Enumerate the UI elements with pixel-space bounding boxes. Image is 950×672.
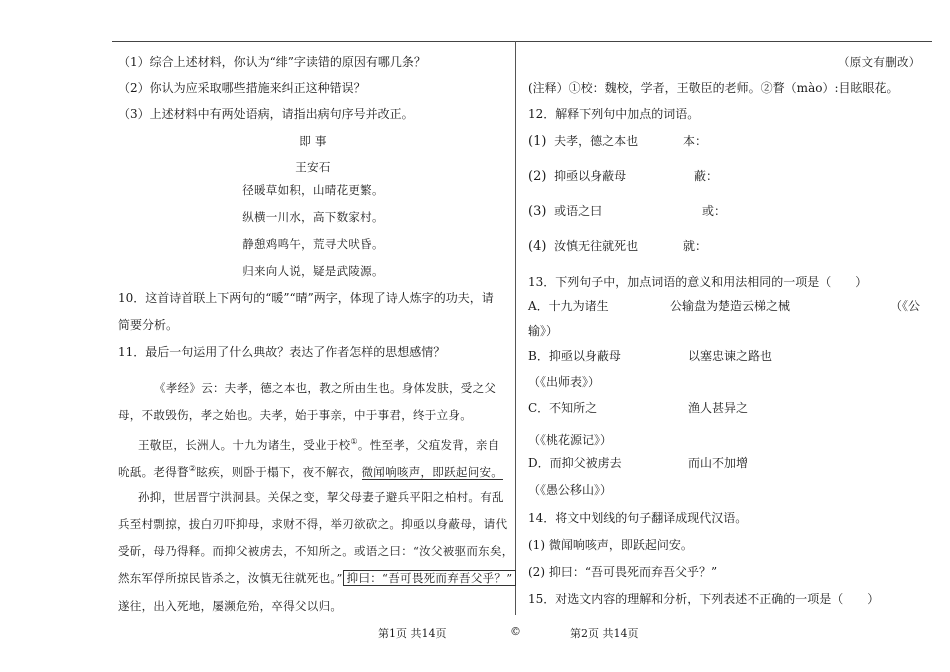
- q13-option-d[interactable]: D．而抑父被虏去 而山不加增: [528, 456, 749, 470]
- boxed-sentence-2: 抑曰：“吾可畏死而弃吾父乎？”: [343, 570, 517, 586]
- passage-p3-line-5: 遂往，出入死地，屡濒危殆，卒得父以归。: [118, 599, 343, 613]
- footer-right-page: 第2页 共14页: [570, 627, 639, 640]
- poem-line-1: 径暖草如积，山晴花更繁。: [242, 183, 384, 197]
- q13-option-c[interactable]: C．不知所之 渔人甚异之: [528, 401, 749, 415]
- q14-item-1: (1) 微闻响咳声，即跃起问安。: [528, 538, 693, 552]
- question-15: 15．对选文内容的理解和分析，下列表述不正确的一项是（ ）: [528, 592, 880, 606]
- copyright-icon: ©: [510, 625, 521, 638]
- poem-line-4: 归来向人说，疑是武陵源。: [242, 264, 384, 278]
- poem-author: 王安石: [295, 160, 331, 174]
- question-3-sub: （3）上述材料中有两处语病，请指出病句序号并改正。: [118, 107, 414, 121]
- q12-item-3: (3) 或语之曰 或：: [528, 204, 727, 219]
- q13-option-a[interactable]: A．十九为诸生 公输盘为楚造云梯之械 （《公: [528, 299, 921, 313]
- question-13: 13．下列句子中，加点词语的意义和用法相同的一项是（ ）: [528, 275, 868, 289]
- question-12: 12．解释下列句中加点的词语。: [528, 107, 700, 121]
- passage-p3-line-1: 孙抑，世居晋宁洪洞县。关保之变，挈父母妻子避兵平阳之柏村。有乱: [138, 490, 504, 504]
- q13-option-a-source: 输》）: [528, 324, 559, 338]
- passage-p2-line-2: 吮舐。老得瞀②眩疾，则卧于榻下，夜不解衣，微闻响咳声，即跃起问安。: [118, 464, 504, 479]
- column-divider: [515, 41, 516, 615]
- question-2-sub: （2）你认为应采取哪些措施来纠正这种错误？: [118, 81, 366, 95]
- question-14: 14．将文中划线的句子翻译成现代汉语。: [528, 511, 748, 525]
- q13-option-c-source: （《桃花源记》）: [528, 433, 613, 447]
- poem-title: 即 事: [299, 134, 327, 148]
- source-note: （原文有删改）: [838, 55, 921, 69]
- passage-p2-line-1: 王敬臣，长洲人。十九为诸生，受业于校①。性至孝，父疽发背，亲自: [138, 437, 500, 452]
- question-1-sub: （1）综合上述材料，你认为“绯”字读错的原因有哪几条？: [118, 55, 426, 69]
- question-10-line-1: 10．这首诗首联上下两句的“暖”“晴”两字，体现了诗人炼字的功夫，请: [118, 291, 494, 305]
- q12-item-4: (4) 汝慎无往就死也 就：: [528, 239, 708, 254]
- passage-p3-line-4: 然东军俘所掠民皆杀之，汝慎无往就死也。” 抑曰：“吾可畏死而弃吾父乎？”: [118, 570, 516, 586]
- footer-left-page: 第1页 共14页: [378, 627, 447, 640]
- annotation: (注释）①校：魏校，学者，王敬臣的老师。②瞀（mào）:目眩眼花。: [528, 81, 899, 95]
- passage-p1-line-2: 母，不敢毁伤，孝之始也。夫孝，始于事亲，中于事君，终于立身。: [118, 408, 472, 422]
- q12-item-1: (1) 夫孝，德之本也 本：: [528, 134, 708, 149]
- q14-item-2: (2) 抑曰：“吾可畏死而弃吾父乎？”: [528, 565, 718, 579]
- q13-option-b[interactable]: B．抑亟以身蔽母 以塞忠谏之路也: [528, 349, 773, 363]
- poem-line-3: 静憩鸡鸣午，荒寻犬吠昏。: [242, 237, 384, 251]
- q13-option-b-source: （《出师表》）: [528, 375, 601, 389]
- passage-p1-line-1: 《孝经》云：夫孝，德之本也，教之所由生也。身体发肤，受之父: [154, 381, 497, 395]
- top-rule: [112, 41, 932, 42]
- poem-line-2: 纵横一川水，高下数家村。: [242, 210, 384, 224]
- q12-item-2: (2) 抑亟以身蔽母 蔽：: [528, 169, 719, 184]
- underlined-sentence-1: 微闻响咳声，即跃起问安。: [361, 464, 504, 479]
- question-10-line-2: 简要分析。: [118, 318, 179, 332]
- question-11: 11．最后一句运用了什么典故？表达了作者怎样的思想感情？: [118, 345, 446, 359]
- passage-p3-line-3: 受斫，母乃得释。而抑父被虏去，不知所之。或语之曰：“汝父被驱而东矣，: [118, 544, 514, 558]
- passage-p3-line-2: 兵至村剽掠，拔白刃吓抑母，求财不得，举刃欲砍之。抑亟以身蔽母，请代: [118, 517, 508, 531]
- q13-option-d-source: （《愚公移山》）: [528, 483, 613, 497]
